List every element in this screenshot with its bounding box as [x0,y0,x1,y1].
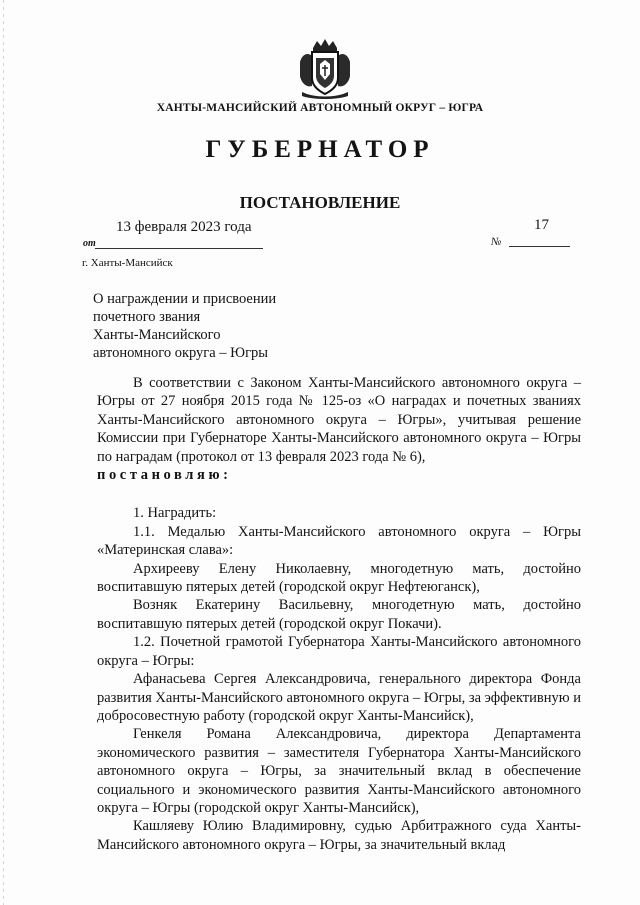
document-body [97,374,581,854]
date-prefix: от [83,238,96,249]
award-recipient: Афанасьева Сергея Александровича, генерального директора Фонда развития Ханты-Мансийского автономного округа – Югры, за эффективную и добросовестную работу (городской округ Ханты-Мансийск), [97,671,581,724]
document-date: 13 февраля 2023 года [116,219,252,235]
subject-line: О награждении и присвоении [93,291,277,307]
document-number: 17 [534,217,549,233]
subject-line: автономного округа – Югры [93,345,269,361]
item-1-1: 1.1. Медалью Ханты-Мансийского автономного округа – Югры «Материнская слава»: [97,523,581,559]
resolve-colon: : [223,467,228,484]
number-prefix: № [491,236,502,248]
award-recipient: Генкеля Романа Александровича, директора Департамента экономического развития – заместителя Губернатора Ханты-Мансийского автономного округа – Югры, за значительный вклад в обеспечение социального и экономического развития Ханты-Мансийского автономного округа – Югры (городской округ Ханты-Мансийск), [97,726,581,816]
item-1: 1. Наградить: [133,505,217,522]
region-heading: ХАНТЫ-МАНСИЙСКИЙ АВТОНОМНЫЙ ОКРУГ – ЮГРА [156,102,484,114]
number-underline [509,246,570,247]
preamble-text: В соответствии с Законом Ханты-Мансийского автономного округа – Югры от 27 ноября 2015 года № 125-оз «О наградах и почетных званиях Ханты-Мансийского автономного округа – Югры», учитывая решение Комиссии при Губернаторе Ханты-Мансийского автономного округа – Югры по наградам (протокол от 13 февраля 2023 года № 6), [97,375,581,465]
preamble-paragraph [97,374,581,484]
award-recipient: Архиреeву Елену Николаевну, многодетную мать, достойно воспитавшую пятерых детей (городской округ Нефтеюганск), [97,560,581,596]
date-underline [95,248,263,249]
subject-line: Ханты-Мансийского [93,327,221,343]
award-recipient: Возняк Екатерину Васильевну, многодетную мать, достойно воспитавшую пятерых детей (городской округ Покачи). [97,597,581,632]
document-type: ПОСТАНОВЛЕНИЕ [239,193,401,212]
coat-of-arms-icon [296,38,354,100]
document-city: г. Ханты-Мансийск [82,257,173,269]
document-subject [93,290,276,362]
subject-line: почетного звания [93,309,201,325]
page-title: ГУБЕРНАТОР [205,136,435,163]
item-1-2: 1.2. Почетной грамотой Губернатора Ханты-Мансийского автономного округа – Югры: [97,634,581,669]
award-recipient: Кашляеву Юлию Владимировну, судью Арбитражного суда Ханты-Мансийского автономного округа – Югры, за значительный вклад [97,818,581,853]
resolve-word: постановляю [97,467,224,484]
